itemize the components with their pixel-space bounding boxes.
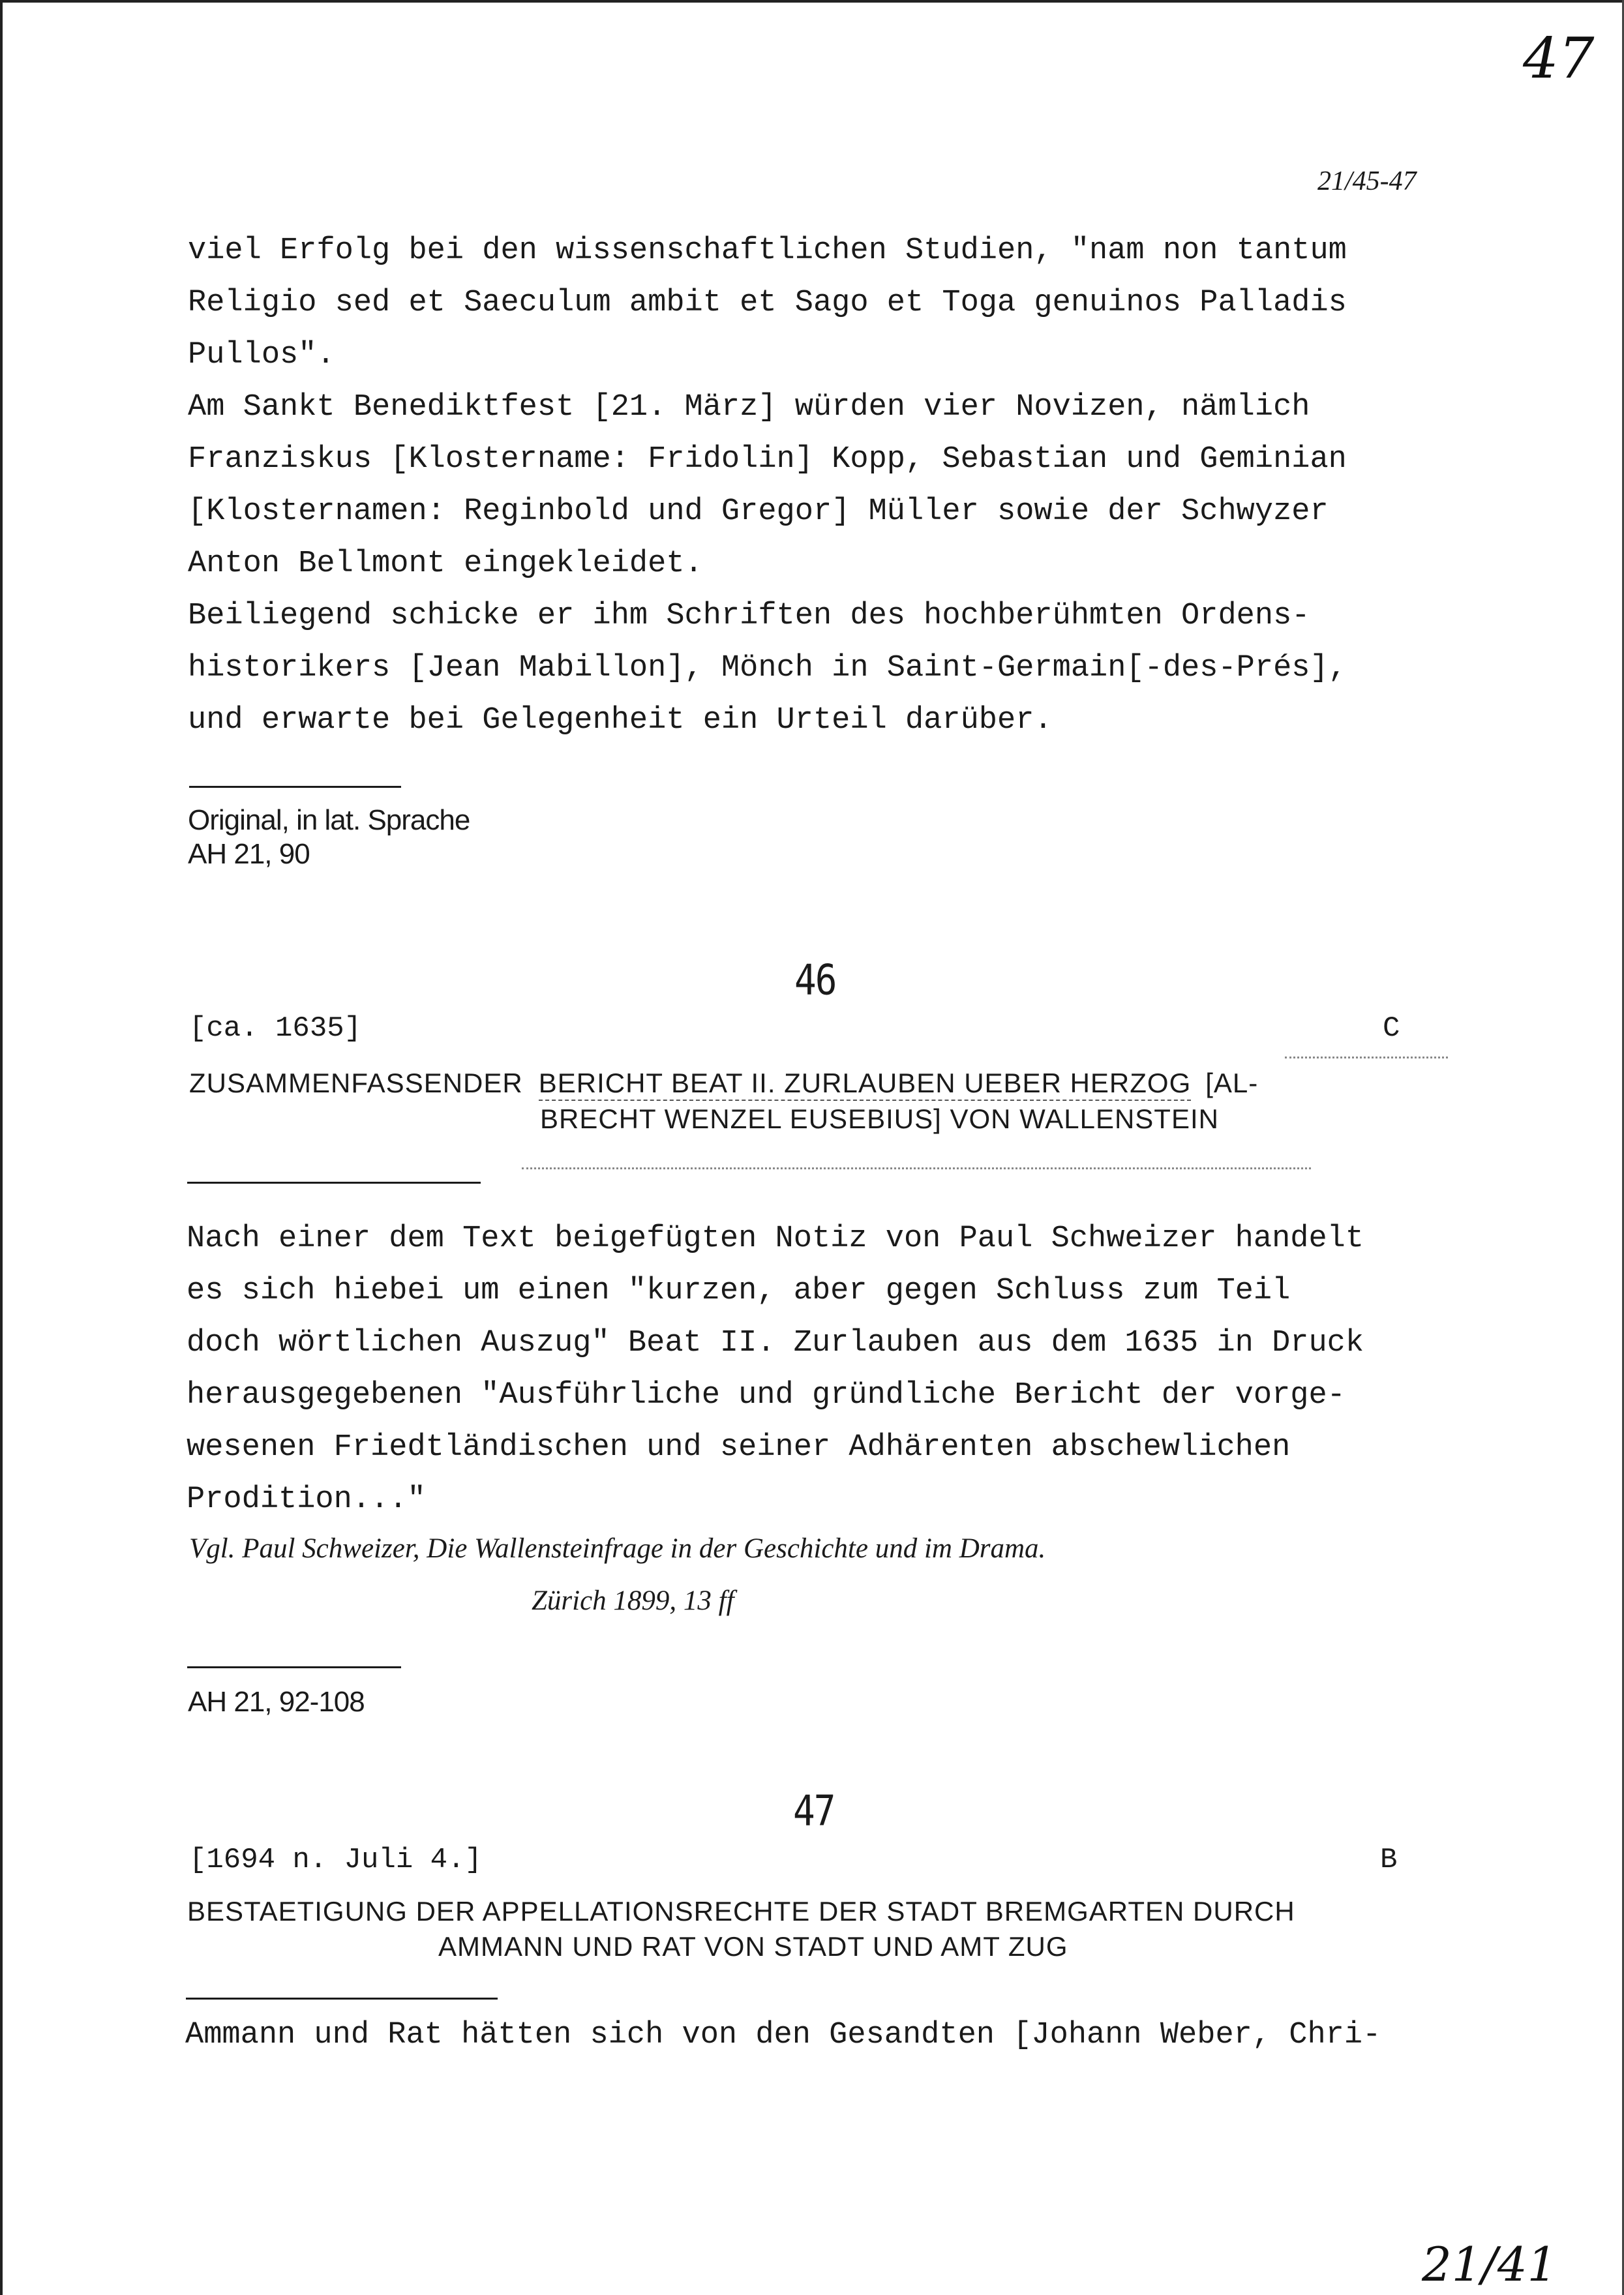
handwritten-folio: 47 (1523, 26, 1595, 91)
text-line: wesenen Friedtländischen und seiner Adhärenten abschewlichen (187, 1430, 1291, 1465)
text-line: historikers [Jean Mabillon], Mönch in Saint-Germain[-des-Prés], (188, 651, 1347, 685)
footnote-rule (189, 786, 401, 788)
continued-text (188, 225, 1347, 747)
text-line: Anton Bellmont eingekleidet. (188, 547, 703, 581)
source-note-45 (188, 803, 470, 871)
text-line: Franziskus [Klostername: Fridolin] Kopp, Sebastian und Geminian (188, 442, 1347, 477)
document-date-46: [ca. 1635] (189, 1012, 362, 1045)
title-rule-46 (187, 1182, 481, 1184)
faint-dots (522, 1167, 1311, 1169)
text-line: Prodition..." (187, 1482, 426, 1517)
document-body-46 (187, 1213, 1364, 1526)
text-line: und erwarte bei Gelegenheit ein Urteil darüber. (188, 703, 1053, 738)
literature-reference-46-line2: Zürich 1899, 13 ff (532, 1585, 734, 1616)
text-line: Ammann und Rat hätten sich von den Gesandten [Johann Weber, Chri- (185, 2018, 1381, 2052)
title-part: ZUSAMMENFASSENDER (189, 1068, 523, 1098)
document-number-46: 46 (794, 956, 836, 1005)
document-grade-46: C (1383, 1012, 1400, 1045)
document-title-47: BESTAETIGUNG DER APPELLATIONSRECHTE DER STADT BREMGARTEN DURCH (187, 1896, 1295, 1927)
title-rule-47 (186, 1998, 498, 2000)
document-body-47 (185, 2009, 1381, 2062)
footnote-rule (187, 1666, 401, 1668)
text-line: viel Erfolg bei den wissenschaftlichen Studien, "nam non tantum (188, 233, 1347, 268)
page-border-left (0, 0, 3, 2295)
text-line: [Klosternamen: Reginbold und Gregor] Müller sowie der Schwyzer (188, 494, 1329, 529)
archive-reference: 21/45-47 (1317, 166, 1417, 196)
title-part: [AL- (1205, 1068, 1259, 1098)
title-part-underlined: BERICHT BEAT II. ZURLAUBEN UEBER HERZOG (539, 1068, 1192, 1101)
handwritten-bottom-folio: 21/41 (1422, 2237, 1557, 2292)
text-line: es sich hiebei um einen "kurzen, aber gegen Schluss zum Teil (187, 1274, 1291, 1308)
page-border-top (0, 0, 1624, 3)
text-line: Am Sankt Benediktfest [21. März] würden vier Novizen, nämlich (188, 390, 1310, 425)
text-line: Nach einer dem Text beigefügten Notiz von Paul Schweizer handelt (187, 1222, 1364, 1256)
text-line: Religio sed et Saeculum ambit et Sago et Toga genuinos Palladis (188, 286, 1347, 320)
literature-reference-46: Vgl. Paul Schweizer, Die Wallensteinfrage in der Geschichte und im Drama. (189, 1533, 1046, 1564)
document-date-47: [1694 n. Juli 4.] (189, 1844, 482, 1876)
text-line: herausgegebenen "Ausführliche und gründliche Bericht der vorge- (187, 1378, 1346, 1413)
document-grade-47: B (1380, 1844, 1398, 1876)
text-line: Pullos". (188, 338, 335, 372)
document-number-47: 47 (793, 1787, 835, 1836)
source-line: AH 21, 90 (188, 838, 310, 870)
document-title-46 (189, 1068, 1258, 1099)
source-line: Original, in lat. Sprache (188, 804, 470, 836)
text-line: Beiliegend schicke er ihm Schriften des hochberühmten Ordens- (188, 599, 1310, 633)
text-line: doch wörtlichen Auszug" Beat II. Zurlauben aus dem 1635 in Druck (187, 1326, 1364, 1360)
document-title-47-line2: AMMANN UND RAT VON STADT UND AMT ZUG (438, 1931, 1068, 1962)
document-title-46-line2: BRECHT WENZEL EUSEBIUS] VON WALLENSTEIN (540, 1103, 1219, 1134)
faint-mark (1285, 1057, 1448, 1058)
source-note-46: AH 21, 92-108 (188, 1686, 365, 1718)
